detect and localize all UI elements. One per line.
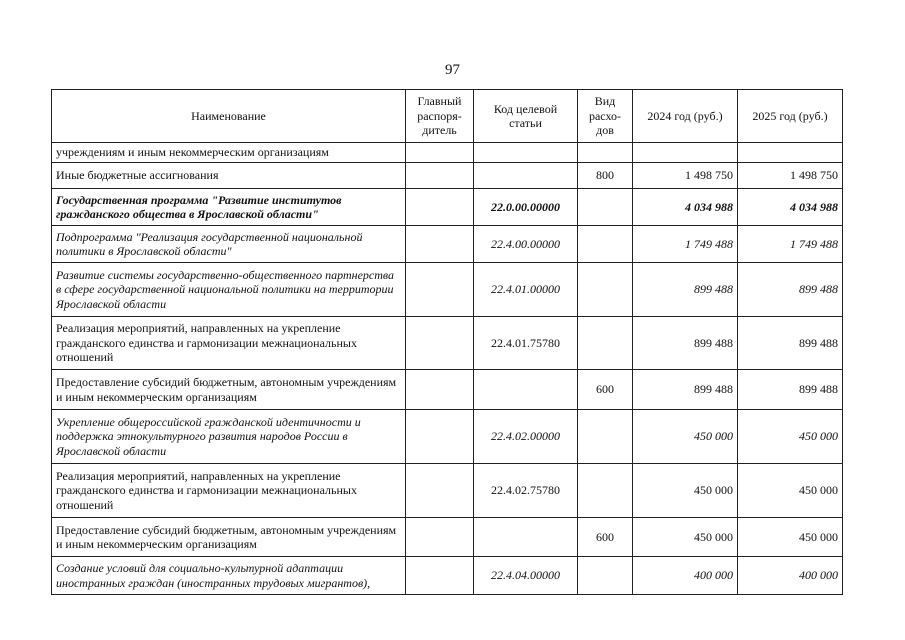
row-2025 [738,143,843,163]
row-type [578,189,633,226]
header-2025: 2025 год (руб.) [738,90,843,143]
row-2025: 1 498 750 [738,163,843,189]
row-type: 600 [578,518,633,557]
row-code: 22.4.04.00000 [474,557,578,595]
row-name: учреждениям и иным некоммерческим организациям [52,143,406,163]
row-code [474,518,578,557]
row-type [578,143,633,163]
row-code: 22.4.01.75780 [474,317,578,370]
row-type [578,410,633,464]
table-row [52,370,843,410]
row-name: Подпрограмма "Реализация государственной национальной политики в Ярославской области" [52,226,406,263]
row-2024: 400 000 [633,557,738,595]
row-name: Реализация мероприятий, направленных на укрепление гражданского единства и гармонизации межнациональных отношений [52,317,406,370]
table-header-row [52,90,843,143]
row-manager [406,518,474,557]
row-2025: 450 000 [738,410,843,464]
table-row [52,226,843,263]
row-2025: 1 749 488 [738,226,843,263]
row-2025: 450 000 [738,518,843,557]
budget-table [51,89,843,595]
row-name: Укрепление общероссийской гражданской идентичности и поддержка этнокультурного развития народов России в Ярославской области [52,410,406,464]
row-code: 22.4.02.75780 [474,464,578,518]
row-name: Реализация мероприятий, направленных на укрепление гражданского единства и гармонизации межнациональных отношений [52,464,406,518]
table-row [52,317,843,370]
header-name: Наименование [52,90,406,143]
row-2025: 899 488 [738,370,843,410]
row-2024 [633,143,738,163]
row-type: 600 [578,370,633,410]
header-2024: 2024 год (руб.) [633,90,738,143]
row-code: 22.4.02.00000 [474,410,578,464]
row-type [578,263,633,317]
row-2024: 899 488 [633,370,738,410]
table-row [52,163,843,189]
table-row [52,557,843,595]
row-2025: 899 488 [738,317,843,370]
row-type [578,226,633,263]
row-type: 800 [578,163,633,189]
row-2025: 400 000 [738,557,843,595]
row-manager [406,557,474,595]
row-2024: 450 000 [633,464,738,518]
row-type [578,464,633,518]
row-name: Создание условий для социально-культурной адаптации иностранных граждан (иностранных трудовых мигрантов), [52,557,406,595]
header-type: Вид расхо-дов [578,90,633,143]
row-code: 22.4.01.00000 [474,263,578,317]
row-code: 22.4.00.00000 [474,226,578,263]
row-manager [406,410,474,464]
row-name: Развитие системы государственно-общественного партнерства в сфере государственной национальной политики на территории Ярославской области [52,263,406,317]
row-manager [406,143,474,163]
row-2025: 450 000 [738,464,843,518]
row-name: Иные бюджетные ассигнования [52,163,406,189]
row-2024: 450 000 [633,518,738,557]
row-name: Государственная программа "Развитие институтов гражданского общества в Ярославской области" [52,189,406,226]
row-code: 22.0.00.00000 [474,189,578,226]
table-row [52,189,843,226]
table-row [52,518,843,557]
table-row [52,410,843,464]
row-code [474,370,578,410]
row-2025: 4 034 988 [738,189,843,226]
page-number: 97 [445,62,460,78]
row-manager [406,163,474,189]
row-2024: 899 488 [633,263,738,317]
row-manager [406,189,474,226]
row-2024: 1 498 750 [633,163,738,189]
table-row [52,263,843,317]
row-2024: 450 000 [633,410,738,464]
row-manager [406,263,474,317]
row-2024: 4 034 988 [633,189,738,226]
row-manager [406,317,474,370]
table-row [52,464,843,518]
table-row [52,143,843,163]
row-2024: 1 749 488 [633,226,738,263]
row-code [474,163,578,189]
row-2024: 899 488 [633,317,738,370]
row-manager [406,370,474,410]
row-code [474,143,578,163]
row-type [578,317,633,370]
row-name: Предоставление субсидий бюджетным, автономным учреждениям и иным некоммерческим организациям [52,518,406,557]
row-2025: 899 488 [738,263,843,317]
row-manager [406,464,474,518]
row-manager [406,226,474,263]
header-code: Код целевой статьи [474,90,578,143]
header-manager: Главный распоря-дитель [406,90,474,143]
row-type [578,557,633,595]
row-name: Предоставление субсидий бюджетным, автономным учреждениям и иным некоммерческим организациям [52,370,406,410]
